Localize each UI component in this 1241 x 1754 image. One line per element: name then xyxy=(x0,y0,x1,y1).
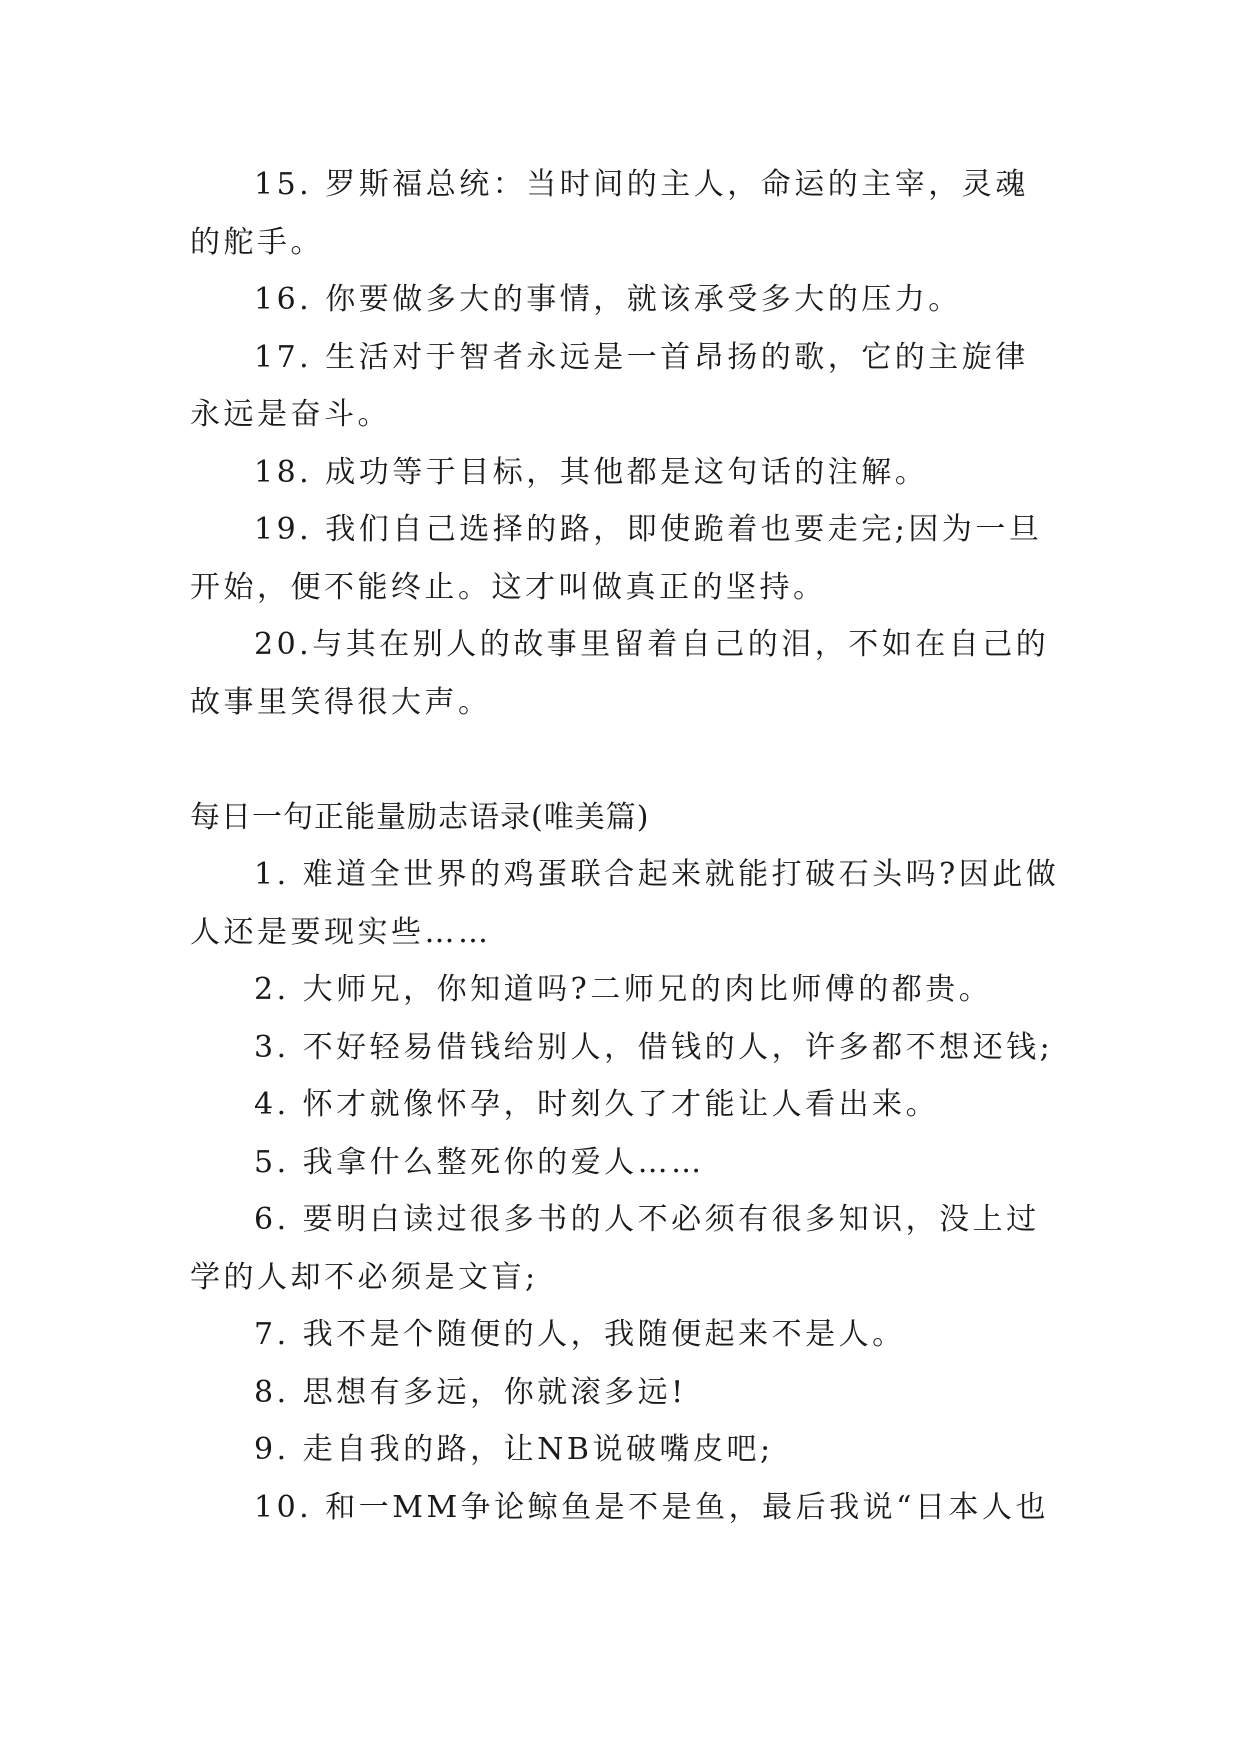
list-item: 9. 走自我的路，让NB说破嘴皮吧; xyxy=(254,1432,774,1467)
list-item: 3. 不好轻易借钱给别人，借钱的人，许多都不想还钱; xyxy=(254,1029,1054,1065)
section-gap xyxy=(190,731,1060,789)
list-item: 19. 我们自己选择的路，即使跪着也要走完;因为一旦开始，便不能终止。这才叫做真正的坚持。 xyxy=(190,512,1043,605)
list-item: 16. 你要做多大的事情，就该承受多大的压力。 xyxy=(254,282,962,317)
list-item: 17. 生活对于智者永远是一首昂扬的歌，它的主旋律永远是奋斗。 xyxy=(190,339,1029,432)
list-item: 18. 成功等于目标，其他都是这句话的注解。 xyxy=(254,454,929,490)
document-body xyxy=(190,156,1060,1536)
list-item: 8. 思想有多远，你就滚多远! xyxy=(254,1374,687,1410)
list-item: 1. 难道全世界的鸡蛋联合起来就能打破石头吗?因此做人还是要现实些…… xyxy=(190,857,1060,950)
list-item: 4. 怀才就像怀孕，时刻久了才能让人看出来。 xyxy=(254,1087,940,1122)
list-item: 2. 大师兄，你知道吗?二师兄的肉比师傅的都贵。 xyxy=(254,972,993,1007)
list-item: 20.与其在别人的故事里留着自己的泪，不如在自己的故事里笑得很大声。 xyxy=(190,627,1050,720)
list-item: 5. 我拿什么整死你的爱人…… xyxy=(254,1144,705,1180)
list-item: 6. 要明白读过很多书的人不必须有很多知识，没上过学的人却不必须是文盲; xyxy=(190,1202,1040,1295)
list-item: 7. 我不是个随便的人，我随便起来不是人。 xyxy=(254,1317,906,1352)
list-item: 10. 和一MM争论鲸鱼是不是鱼，最后我说“日本人也 xyxy=(254,1489,1050,1525)
list-item: 15. 罗斯福总统：当时间的主人，命运的主宰，灵魂的舵手。 xyxy=(190,167,1029,260)
section-heading: 每日一句正能量励志语录(唯美篇) xyxy=(190,799,650,835)
